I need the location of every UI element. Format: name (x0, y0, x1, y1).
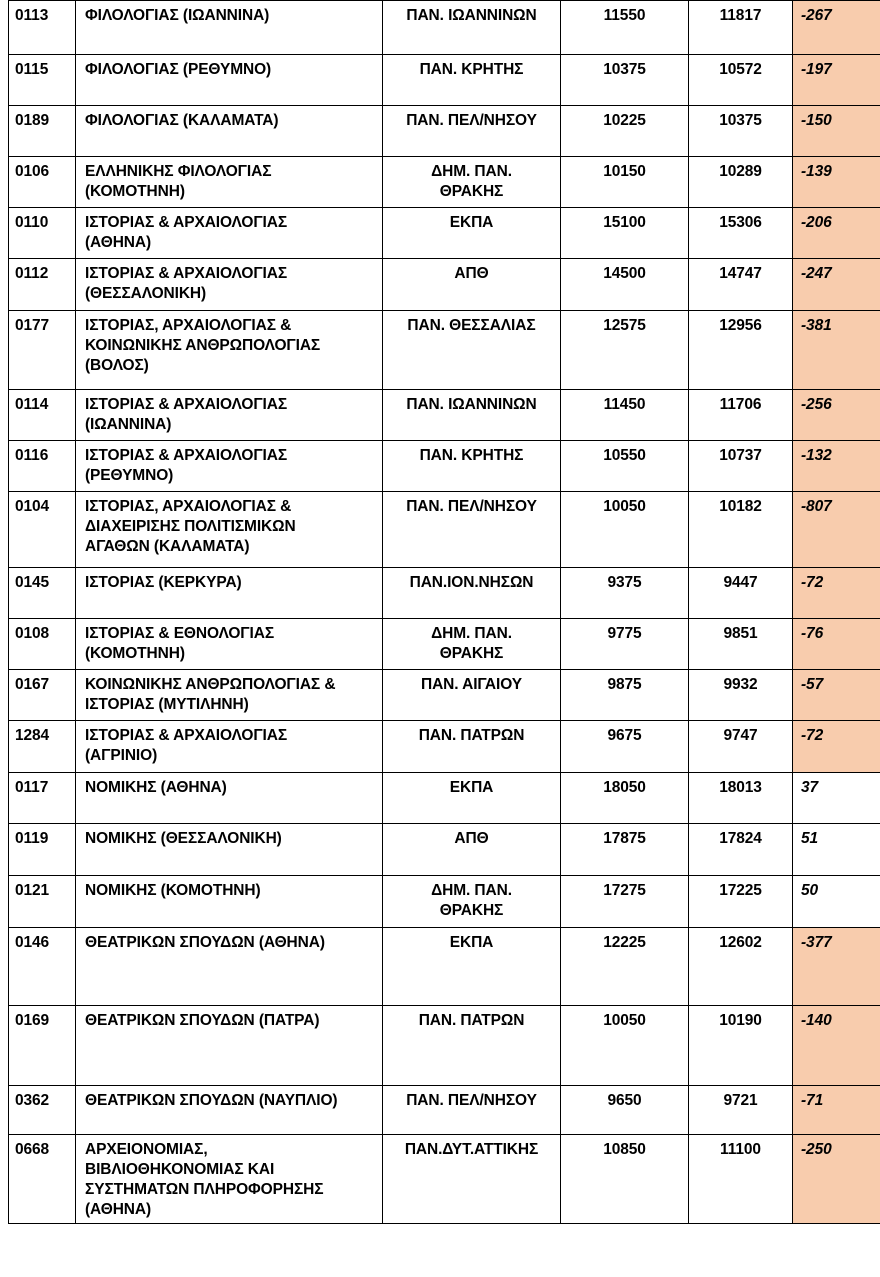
department-code-cell: 0106 (9, 157, 76, 208)
score-a-cell: 9650 (561, 1086, 689, 1135)
department-name-cell: ΙΣΤΟΡΙΑΣ & ΑΡΧΑΙΟΛΟΓΙΑΣ (ΙΩΑΝΝΙΝΑ) (76, 390, 383, 441)
university-cell: ΠΑΝ. ΠΑΤΡΩΝ (383, 1006, 561, 1086)
department-code-cell: 0119 (9, 824, 76, 876)
score-b-cell: 14747 (689, 259, 793, 311)
university-cell: ΔΗΜ. ΠΑΝ. ΘΡΑΚΗΣ (383, 876, 561, 928)
department-name-cell: ΝΟΜΙΚΗΣ (ΚΟΜΟΤΗΝΗ) (76, 876, 383, 928)
table-row (9, 55, 880, 106)
score-a-cell: 14500 (561, 259, 689, 311)
department-code-cell: 0167 (9, 670, 76, 721)
score-difference-cell: -377 (793, 928, 880, 1006)
score-difference-cell: -139 (793, 157, 880, 208)
score-difference-cell: -132 (793, 441, 880, 492)
department-name-cell: ΙΣΤΟΡΙΑΣ & ΕΘΝΟΛΟΓΙΑΣ (ΚΟΜΟΤΗΝΗ) (76, 619, 383, 670)
table-row (9, 876, 880, 928)
department-code-cell: 0189 (9, 106, 76, 157)
score-difference-cell: -250 (793, 1135, 880, 1224)
score-a-cell: 15100 (561, 208, 689, 259)
university-cell: ΠΑΝ. ΘΕΣΣΑΛΙΑΣ (383, 311, 561, 390)
score-difference-cell: 51 (793, 824, 880, 876)
score-a-cell: 9675 (561, 721, 689, 773)
department-code-cell: 0113 (9, 1, 76, 55)
score-a-cell: 12575 (561, 311, 689, 390)
score-a-cell: 10150 (561, 157, 689, 208)
score-difference-cell: -267 (793, 1, 880, 55)
score-b-cell: 9932 (689, 670, 793, 721)
table-row (9, 311, 880, 390)
score-b-cell: 17225 (689, 876, 793, 928)
score-difference-cell: -71 (793, 1086, 880, 1135)
score-difference-cell: -197 (793, 55, 880, 106)
department-name-cell: ΝΟΜΙΚΗΣ (ΘΕΣΣΑΛΟΝΙΚΗ) (76, 824, 383, 876)
university-cell: ΠΑΝ. ΚΡΗΤΗΣ (383, 441, 561, 492)
department-code-cell: 0117 (9, 773, 76, 824)
score-difference-cell: -247 (793, 259, 880, 311)
table-row (9, 824, 880, 876)
department-code-cell: 0112 (9, 259, 76, 311)
score-a-cell: 10225 (561, 106, 689, 157)
department-name-cell: ΑΡΧΕΙΟΝΟΜΙΑΣ, ΒΙΒΛΙΟΘΗΚΟΝΟΜΙΑΣ ΚΑΙ ΣΥΣΤΗΜΑΤΩΝ ΠΛΗΡΟΦΟΡΗΣΗΣ (ΑΘΗΝΑ) (76, 1135, 383, 1224)
score-b-cell: 11817 (689, 1, 793, 55)
score-b-cell: 10190 (689, 1006, 793, 1086)
department-name-cell: ΚΟΙΝΩΝΙΚΗΣ ΑΝΘΡΩΠΟΛΟΓΙΑΣ & ΙΣΤΟΡΙΑΣ (ΜΥΤΙΛΗΝΗ) (76, 670, 383, 721)
university-cell: ΠΑΝ. ΠΕΛ/ΝΗΣΟΥ (383, 106, 561, 157)
table-row (9, 441, 880, 492)
score-a-cell: 10850 (561, 1135, 689, 1224)
score-difference-cell: -72 (793, 721, 880, 773)
score-b-cell: 11706 (689, 390, 793, 441)
table-row (9, 208, 880, 259)
department-code-cell: 0146 (9, 928, 76, 1006)
score-a-cell: 10550 (561, 441, 689, 492)
score-b-cell: 12956 (689, 311, 793, 390)
score-a-cell: 10375 (561, 55, 689, 106)
table-row (9, 492, 880, 568)
score-difference-cell: 37 (793, 773, 880, 824)
table-row (9, 1006, 880, 1086)
score-difference-cell: -807 (793, 492, 880, 568)
score-a-cell: 11550 (561, 1, 689, 55)
score-b-cell: 18013 (689, 773, 793, 824)
score-b-cell: 9747 (689, 721, 793, 773)
university-cell: ΠΑΝ. ΠΕΛ/ΝΗΣΟΥ (383, 1086, 561, 1135)
score-a-cell: 9875 (561, 670, 689, 721)
table-row (9, 106, 880, 157)
score-difference-cell: -76 (793, 619, 880, 670)
table-row (9, 157, 880, 208)
score-b-cell: 9851 (689, 619, 793, 670)
department-name-cell: ΝΟΜΙΚΗΣ (ΑΘΗΝΑ) (76, 773, 383, 824)
university-cell: ΠΑΝ.ΔΥΤ.ΑΤΤΙΚΗΣ (383, 1135, 561, 1224)
department-code-cell: 0362 (9, 1086, 76, 1135)
score-b-cell: 9447 (689, 568, 793, 619)
university-cell: ΕΚΠΑ (383, 928, 561, 1006)
department-code-cell: 0145 (9, 568, 76, 619)
department-name-cell: ΦΙΛΟΛΟΓΙΑΣ (ΙΩΑΝΝΙΝΑ) (76, 1, 383, 55)
department-code-cell: 0177 (9, 311, 76, 390)
department-name-cell: ΙΣΤΟΡΙΑΣ (ΚΕΡΚΥΡΑ) (76, 568, 383, 619)
score-difference-cell: -57 (793, 670, 880, 721)
department-code-cell: 0108 (9, 619, 76, 670)
department-name-cell: ΙΣΤΟΡΙΑΣ & ΑΡΧΑΙΟΛΟΓΙΑΣ (ΡΕΘΥΜΝΟ) (76, 441, 383, 492)
table-row (9, 390, 880, 441)
table-row (9, 721, 880, 773)
table-row (9, 1135, 880, 1224)
university-cell: ΕΚΠΑ (383, 208, 561, 259)
score-b-cell: 15306 (689, 208, 793, 259)
table-row (9, 670, 880, 721)
university-cell: ΔΗΜ. ΠΑΝ. ΘΡΑΚΗΣ (383, 619, 561, 670)
department-name-cell: ΘΕΑΤΡΙΚΩΝ ΣΠΟΥΔΩΝ (ΠΑΤΡΑ) (76, 1006, 383, 1086)
score-b-cell: 11100 (689, 1135, 793, 1224)
department-name-cell: ΙΣΤΟΡΙΑΣ, ΑΡΧΑΙΟΛΟΓΙΑΣ & ΔΙΑΧΕΙΡΙΣΗΣ ΠΟΛΙΤΙΣΜΙΚΩΝ ΑΓΑΘΩΝ (ΚΑΛΑΜΑΤΑ) (76, 492, 383, 568)
table-row (9, 773, 880, 824)
score-difference-cell: -381 (793, 311, 880, 390)
university-cell: ΠΑΝ. ΠΑΤΡΩΝ (383, 721, 561, 773)
score-a-cell: 17875 (561, 824, 689, 876)
score-b-cell: 17824 (689, 824, 793, 876)
table-row (9, 1, 880, 55)
table-body (9, 1, 880, 1224)
score-difference-cell: -206 (793, 208, 880, 259)
score-b-cell: 10737 (689, 441, 793, 492)
university-cell: ΕΚΠΑ (383, 773, 561, 824)
score-difference-cell: -150 (793, 106, 880, 157)
department-code-cell: 0116 (9, 441, 76, 492)
score-b-cell: 12602 (689, 928, 793, 1006)
department-name-cell: ΙΣΤΟΡΙΑΣ & ΑΡΧΑΙΟΛΟΓΙΑΣ (ΘΕΣΣΑΛΟΝΙΚΗ) (76, 259, 383, 311)
department-code-cell: 1284 (9, 721, 76, 773)
score-a-cell: 11450 (561, 390, 689, 441)
score-difference-cell: -256 (793, 390, 880, 441)
scores-table (8, 0, 880, 1224)
score-difference-cell: -140 (793, 1006, 880, 1086)
score-b-cell: 10572 (689, 55, 793, 106)
score-difference-cell: 50 (793, 876, 880, 928)
score-b-cell: 10182 (689, 492, 793, 568)
department-name-cell: ΦΙΛΟΛΟΓΙΑΣ (ΚΑΛΑΜΑΤΑ) (76, 106, 383, 157)
score-a-cell: 9775 (561, 619, 689, 670)
table-row (9, 619, 880, 670)
department-code-cell: 0115 (9, 55, 76, 106)
score-b-cell: 10289 (689, 157, 793, 208)
university-cell: ΠΑΝ.ΙΟΝ.ΝΗΣΩΝ (383, 568, 561, 619)
department-code-cell: 0121 (9, 876, 76, 928)
department-code-cell: 0169 (9, 1006, 76, 1086)
department-name-cell: ΘΕΑΤΡΙΚΩΝ ΣΠΟΥΔΩΝ (ΝΑΥΠΛΙΟ) (76, 1086, 383, 1135)
university-cell: ΠΑΝ. ΠΕΛ/ΝΗΣΟΥ (383, 492, 561, 568)
table-row (9, 1086, 880, 1135)
score-a-cell: 17275 (561, 876, 689, 928)
score-a-cell: 10050 (561, 492, 689, 568)
table-row (9, 928, 880, 1006)
score-a-cell: 12225 (561, 928, 689, 1006)
score-a-cell: 9375 (561, 568, 689, 619)
department-code-cell: 0110 (9, 208, 76, 259)
university-cell: ΠΑΝ. ΙΩΑΝΝΙΝΩΝ (383, 1, 561, 55)
score-difference-cell: -72 (793, 568, 880, 619)
department-code-cell: 0114 (9, 390, 76, 441)
department-name-cell: ΙΣΤΟΡΙΑΣ & ΑΡΧΑΙΟΛΟΓΙΑΣ (ΑΘΗΝΑ) (76, 208, 383, 259)
table-row (9, 568, 880, 619)
university-cell: ΑΠΘ (383, 824, 561, 876)
university-cell: ΠΑΝ. ΚΡΗΤΗΣ (383, 55, 561, 106)
department-name-cell: ΦΙΛΟΛΟΓΙΑΣ (ΡΕΘΥΜΝΟ) (76, 55, 383, 106)
department-code-cell: 0668 (9, 1135, 76, 1224)
department-name-cell: ΘΕΑΤΡΙΚΩΝ ΣΠΟΥΔΩΝ (ΑΘΗΝΑ) (76, 928, 383, 1006)
score-a-cell: 10050 (561, 1006, 689, 1086)
university-cell: ΑΠΘ (383, 259, 561, 311)
department-name-cell: ΙΣΤΟΡΙΑΣ, ΑΡΧΑΙΟΛΟΓΙΑΣ & ΚΟΙΝΩΝΙΚΗΣ ΑΝΘΡΩΠΟΛΟΓΙΑΣ (ΒΟΛΟΣ) (76, 311, 383, 390)
university-cell: ΠΑΝ. ΑΙΓΑΙΟΥ (383, 670, 561, 721)
university-cell: ΠΑΝ. ΙΩΑΝΝΙΝΩΝ (383, 390, 561, 441)
department-name-cell: ΙΣΤΟΡΙΑΣ & ΑΡΧΑΙΟΛΟΓΙΑΣ (ΑΓΡΙΝΙΟ) (76, 721, 383, 773)
department-name-cell: ΕΛΛΗΝΙΚΗΣ ΦΙΛΟΛΟΓΙΑΣ (ΚΟΜΟΤΗΝΗ) (76, 157, 383, 208)
university-cell: ΔΗΜ. ΠΑΝ. ΘΡΑΚΗΣ (383, 157, 561, 208)
score-b-cell: 10375 (689, 106, 793, 157)
score-a-cell: 18050 (561, 773, 689, 824)
score-b-cell: 9721 (689, 1086, 793, 1135)
table-row (9, 259, 880, 311)
department-code-cell: 0104 (9, 492, 76, 568)
